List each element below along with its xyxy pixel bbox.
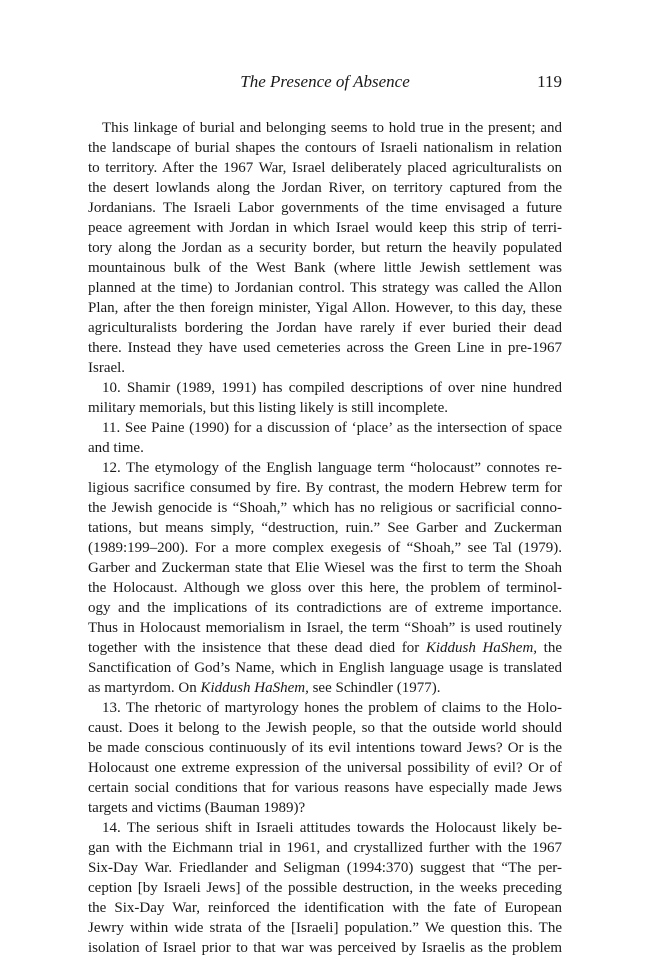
- note-12-line: Thus in Holocaust memorialism in Israel, the term “Shoah” is used routinely: [88, 620, 562, 636]
- note-12-line: tations, but means simply, “destruction, ruin.” See Garber and Zuckerman: [88, 520, 562, 536]
- text-line: the landscape of burial shapes the contours of Israeli nationalism in relation: [88, 140, 562, 156]
- text-line: agriculturalists bordering the Jordan have rarely if ever buried their dead: [88, 320, 562, 336]
- body-text: [88, 118, 562, 958]
- note-10-line: 10. Shamir (1989, 1991) has compiled descriptions of over nine hundred: [102, 380, 562, 396]
- note-13-line: targets and victims (Bauman 1989)?: [88, 800, 306, 816]
- running-head: [88, 72, 562, 96]
- note-14-line: Jewry within wide strata of the [Israeli] population.” We question this. The: [88, 920, 562, 936]
- note-12-line: the Jewish genocide is “Shoah,” which has no religious or sacrificial conno-: [88, 500, 562, 516]
- note-12-line: [88, 678, 562, 698]
- note-12-line: Sanctification of God’s Name, which in English language usage is translated: [88, 660, 562, 676]
- note-14-line: 14. The serious shift in Israeli attitudes towards the Holocaust likely be-: [102, 820, 562, 836]
- text-line: to territory. After the 1967 War, Israel deliberately placed agriculturalists on: [88, 160, 562, 176]
- text-line: planned at the time) to Jordanian control. This strategy was called the Allon: [88, 280, 562, 296]
- text-segment: see Schindler (1977).: [308, 680, 441, 696]
- note-12-line: 12. The etymology of the English language term “holocaust” connotes re-: [102, 460, 562, 476]
- note-14-line: isolation of Israel prior to that war was perceived by Israelis as the problem: [88, 940, 562, 956]
- note-11-line: 11. See Paine (1990) for a discussion of ‘place’ as the intersection of space: [102, 420, 562, 436]
- note-12-line: ogy and the implications of its contradictions are of extreme importance.: [88, 600, 562, 616]
- note-10-line: military memorials, but this listing likely is still incomplete.: [88, 400, 448, 416]
- text-line: there. Instead they have used cemeteries across the Green Line in pre-1967: [88, 340, 562, 356]
- text-segment: together with the insistence that these dead died for: [88, 640, 426, 656]
- text-line: the desert lowlands along the Jordan River, on territory captured from the: [88, 180, 562, 196]
- note-12-line: ligious sacrifice consumed by fire. By contrast, the modern Hebrew term for: [88, 480, 562, 496]
- note-11-line: and time.: [88, 440, 144, 456]
- kiddush-hashem-term: Kiddush HaShem,: [425, 640, 538, 656]
- text-line: Plan, after the then foreign minister, Yigal Allon. However, to this day, these: [88, 300, 562, 316]
- note-12-line: the Holocaust. Although we gloss over this here, the problem of terminol-: [88, 580, 562, 596]
- text-line: tory along the Jordan as a security border, but return the heavily populated: [88, 240, 562, 256]
- text-line: Israel.: [88, 360, 126, 376]
- note-12-line: [88, 638, 562, 658]
- note-14-line: ception [by Israeli Jews] of the possible destruction, in the weeks preceding: [88, 880, 562, 896]
- note-13-line: certain social conditions that for various reasons have especially made Jews: [88, 780, 562, 796]
- note-14-line: Six-Day War. Friedlander and Seligman (1994:370) suggest that “The per-: [88, 860, 562, 876]
- note-13-line: be made conscious continuously of its evil intentions toward Jews? Or is the: [88, 740, 562, 756]
- note-12-line: (1989:199–200). For a more complex exegesis of “Shoah,” see Tal (1979).: [88, 540, 562, 556]
- note-14-line: the Six-Day War, reinforced the identification with the fate of European: [88, 900, 562, 916]
- text-line: Jordanians. The Israeli Labor governments of the time envisaged a future: [88, 200, 562, 216]
- text-segment: the: [537, 640, 563, 656]
- kiddush-hashem-term: Kiddush HaShem,: [200, 680, 309, 696]
- text-line: peace agreement with Jordan in which Israel would keep this strip of terri-: [88, 220, 562, 236]
- text-segment: as martyrdom. On: [88, 680, 201, 696]
- note-12-line: Garber and Zuckerman state that Elie Wiesel was the first to term the Shoah: [88, 560, 562, 576]
- page-number: 119: [537, 72, 562, 91]
- running-title: The Presence of Absence: [240, 72, 410, 91]
- text-line: This linkage of burial and belonging seems to hold true in the present; and: [102, 120, 562, 136]
- note-13-line: caust. Does it belong to the Jewish people, so that the outside world should: [88, 720, 562, 736]
- note-13-line: Holocaust one extreme expression of the universal possibility of evil? Or of: [88, 760, 562, 776]
- note-13-line: 13. The rhetoric of martyrology hones the problem of claims to the Holo-: [102, 700, 562, 716]
- note-14-line: gan with the Eichmann trial in 1961, and crystallized further with the 1967: [88, 840, 562, 856]
- text-line: mountainous bulk of the West Bank (where little Jewish settlement was: [88, 260, 562, 276]
